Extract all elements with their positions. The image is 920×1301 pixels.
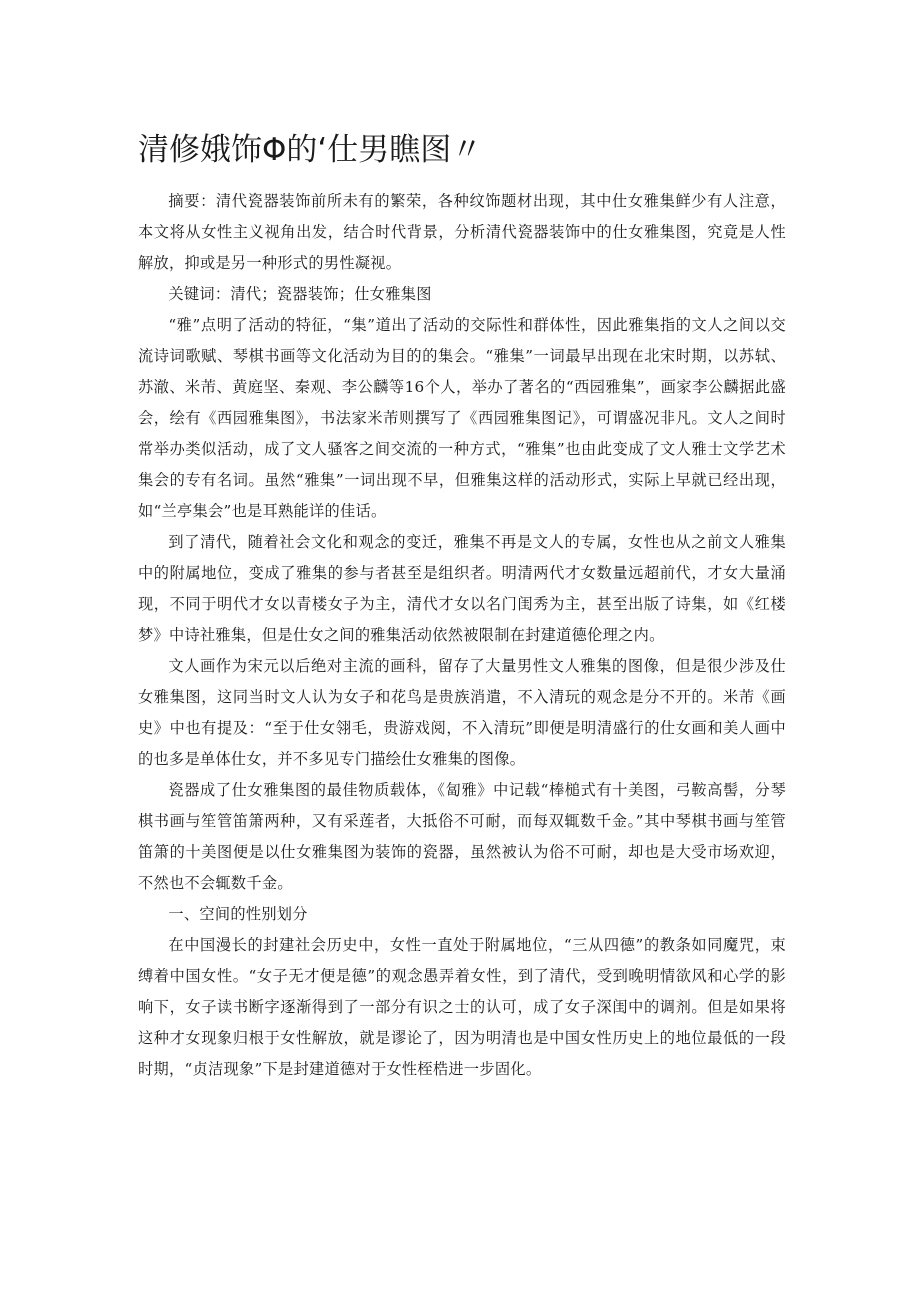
section-heading: 一、空间的性别划分: [168, 905, 308, 923]
keywords-line: 关键词：清代；瓷器装饰；仕女雅集图: [168, 285, 432, 303]
body-paragraph-3: 文人画作为宋元以后绝对主流的画科，留存了大量男性文人雅集的图像，但是很少涉及仕女雅集图，这同当时文人认为女子和花鸟是贵族消遣，不入清玩的观念是分不开的。米芾《画史》中也有提及：“至于仕女翎毛，贵游戏阅，不入清玩”即便是明清盛行的仕女画和美人画中的也多是单体仕女，并不多见专门描绘仕女雅集的图像。: [138, 657, 786, 768]
abstract-paragraph: 摘要：清代瓷器装饰前所未有的繁荣，各种纹饰题材出现，其中仕女雅集鲜少有人注意，本文将从女性主义视角出发，结合时代背景，分析清代瓷器装饰中的仕女雅集图，究竟是人性解放，抑或是另一种形式的男性凝视。: [138, 192, 786, 272]
document-page: [138, 130, 786, 1085]
section-paragraph-1: 在中国漫长的封建社会历史中，女性一直处于附属地位，“三从四德”的教条如同魔咒，束缚着中国女性。“女子无才便是德”的观念愚弄着女性，到了清代，受到晚明情欲风和心学的影响下，女子读书断字逐渐得到了一部分有识之士的认可，成了女子深闺中的调剂。但是如果将这种才女现象归根于女性解放，就是谬论了，因为明清也是中国女性历史上的地位最低的一段时期，“贞洁现象”下是封建道德对于女性桎梏进一步固化。: [138, 936, 786, 1078]
body-paragraph-2: 到了清代，随着社会文化和观念的变迁，雅集不再是文人的专属，女性也从之前文人雅集中的附属地位，变成了雅集的参与者甚至是组织者。明清两代才女数量远超前代，才女大量涌现，不同于明代才女以青楼女子为主，清代才女以名门闺秀为主，甚至出版了诗集，如《红楼梦》中诗社雅集，但是仕女之间的雅集活动依然被限制在封建道德伦理之内。: [138, 533, 786, 644]
body-paragraph-1: “雅”点明了活动的特征，“集”道出了活动的交际性和群体性，因此雅集指的文人之间以交流诗词歌赋、琴棋书画等文化活动为目的的集会。“雅集”一词最早出现在北宋时期，以苏轼、苏澈、米芾、黄庭坚、秦观、李公麟等16个人，举办了著名的“西园雅集”，画家李公麟据此盛会，绘有《西园雅集图》，书法家米芾则撰写了《西园雅集图记》，可谓盛况非凡。文人之间时常举办类似活动，成了文人骚客之间交流的一种方式，“雅集”也由此变成了文人雅士文学艺术集会的专有名词。虽然“雅集”一词出现不早，但雅集这样的活动形式，实际上早就已经出现，如“兰亭集会”也是耳熟能详的佳话。: [138, 316, 786, 520]
body-paragraph-4: 瓷器成了仕女雅集图的最佳物质载体，《匐雅》中记载“棒槌式有十美图，弓鞍高髻，分琴棋书画与笙管笛箫两种，又有采莲者，大抵俗不可耐，而每双辄数千金。”其中琴棋书画与笙管笛箫的十美图便是以仕女雅集图为装饰的瓷器，虽然被认为俗不可耐，却也是大受市场欢迎，不然也不会辄数千金。: [138, 781, 786, 892]
document-title: 清修娥饰Φ的‘仕男瞧图〃: [138, 132, 483, 168]
